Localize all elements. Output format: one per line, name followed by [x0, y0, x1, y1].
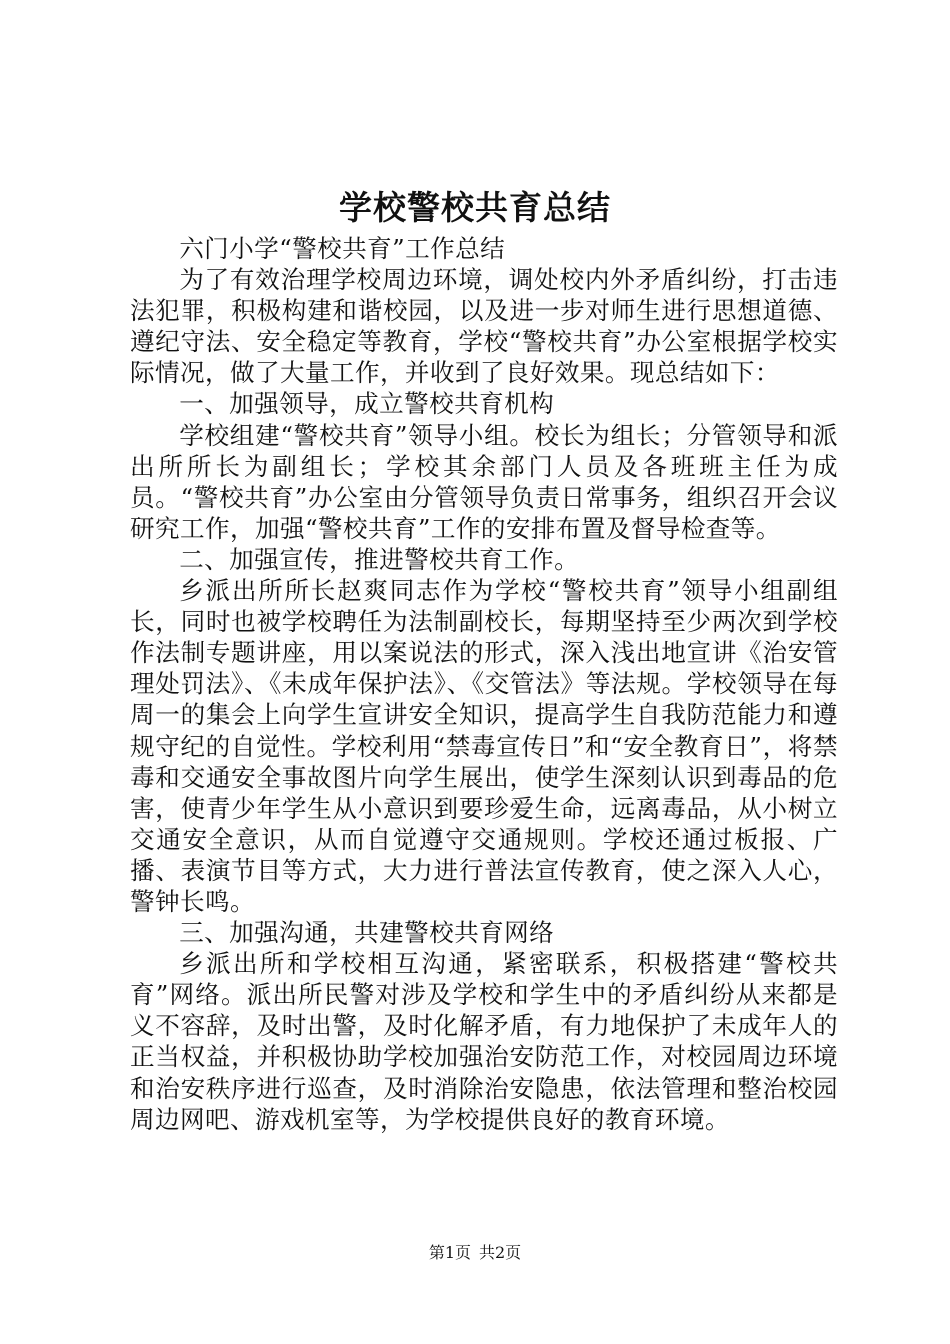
- section-heading-1: 一、加强领导，成立警校共育机构: [179, 389, 555, 419]
- intro-paragraph: 为了有效治理学校周边环境，调处校内外矛盾纠纷，打击违法犯罪，积极构建和谐校园，以及进一步对师生进行思想道德、遵纪守法、安全稳定等教育，学校“警校共育”办公室根据学校实际情况，做了大量工作，并收到了良好效果。现总结如下：: [130, 265, 838, 388]
- section-paragraph-1: 学校组建“警校共育”领导小组。校长为组长；分管领导和派出所所长为副组长；学校其余部门人员及各班班主任为成员。“警校共育”办公室由分管领导负责日常事务，组织召开会议研究工作，加强“警校共育”工作的安排布置及督导检查等。: [130, 420, 838, 543]
- section-paragraph-3: 乡派出所和学校相互沟通，紧密联系，积极搭建“警校共育”网络。派出所民警对涉及学校和学生中的矛盾纠纷从来都是义不容辞，及时出警，及时化解矛盾，有力地保护了未成年人的正当权益，并积极协助学校加强治安防范工作，对校园周边环境和治安秩序进行巡查，及时消除治安隐患，依法管理和整治校园周边网吧、游戏机室等，为学校提供良好的教育环境。: [130, 949, 838, 1134]
- document-subtitle: 六门小学“警校共育”工作总结: [179, 234, 506, 263]
- section-heading-3: 三、加强沟通，共建警校共育网络: [179, 918, 555, 948]
- section-heading-2: 二、加强宣传，推进警校共育工作。: [179, 544, 580, 574]
- page-footer: [0, 1242, 950, 1264]
- section-paragraph-2: 乡派出所所长赵爽同志作为学校“警校共育”领导小组副组长，同时也被学校聘任为法制副校长，每期坚持至少两次到学校作法制专题讲座，用以案说法的形式，深入浅出地宣讲《治安管理处罚法》、《未成年保护法》、《交管法》等法规。学校领导在每周一的集会上向学生宣讲安全知识，提高学生自我防范能力和遵规守纪的自觉性。学校利用“禁毒宣传日”和“安全教育日”，将禁毒和交通安全事故图片向学生展出，使学生深刻认识到毒品的危害，使青少年学生从小意识到要珍爱生命，远离毒品，从小树立交通安全意识，从而自觉遵守交通规则。学校还通过板报、广播、表演节目等方式，大力进行普法宣传教育，使之深入人心，警钟长鸣。: [130, 576, 838, 916]
- document-body: [130, 233, 838, 1135]
- page-number: 第1页: [428, 1243, 471, 1262]
- document-title: 学校警校共育总结: [339, 188, 611, 227]
- page-total: 共2页: [479, 1243, 522, 1262]
